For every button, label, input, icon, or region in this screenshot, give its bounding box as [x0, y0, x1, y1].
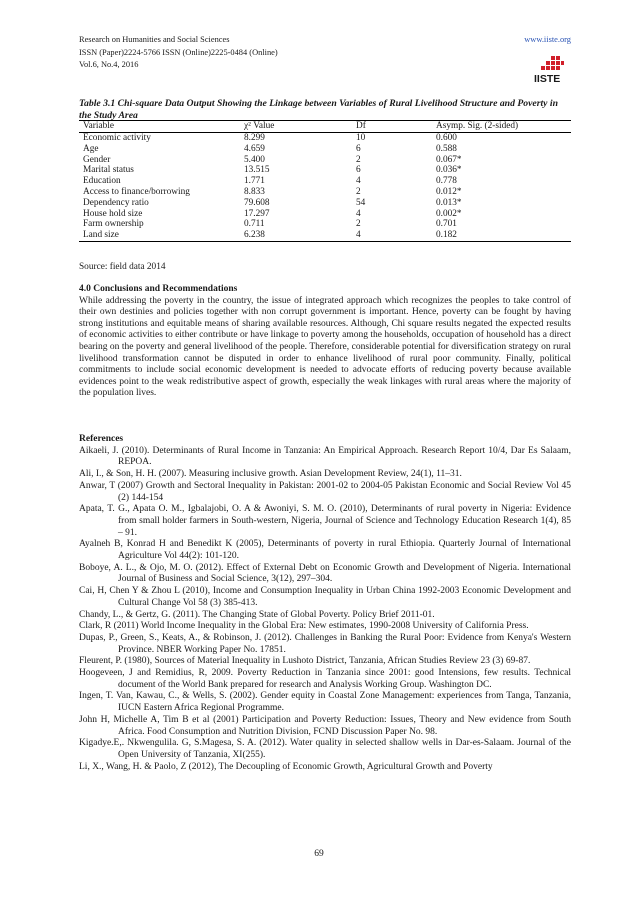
cell-significance: 0.012* — [436, 186, 462, 197]
table-header-row — [79, 121, 571, 133]
cell-df: 2 — [356, 154, 361, 165]
cell-significance: 0.588 — [436, 143, 457, 154]
reference-item: Apata, T. G., Apata O. M., Igbalajobi, O. A & Awoniyi, S. M. O. (2010), Determinants of rural poverty in Nigeria: Evidence from small holder farmers in South-western, Nigeria, Journal of Science and Technology Education Research 1(4), 85 – 91. — [79, 504, 571, 538]
reference-item: Li, X., Wang, H. & Paolo, Z (2012), The Decoupling of Economic Growth, Agricultural Growth and Poverty — [79, 761, 493, 772]
cell-significance: 0.182 — [432, 230, 571, 241]
cell-df: 54 — [356, 197, 366, 208]
col-header-df: Df — [352, 121, 432, 133]
cell-variable: Access to finance/borrowing — [83, 186, 190, 197]
reference-item: Hoogeveen, J and Remidius, R, 2009. Poverty Reduction in Tanzania since 2001: good Intensions, few results. Technical document of the World Bank prepared for research and Analysis Working Group. Washington DC. — [79, 668, 571, 690]
journal-volume: Vol.6, No.4, 2016 — [79, 60, 139, 70]
cell-variable: Education — [83, 176, 121, 187]
cell-df: 10 — [356, 133, 366, 143]
cell-chi-square: 1.771 — [244, 176, 265, 187]
reference-item: John H, Michelle A, Tim B et al (2001) Participation and Poverty Reduction: Issues, Theory and New evidence from South Africa. Food Consumption and Nutrition Division, FCND Discussion Paper No. 98. — [79, 714, 571, 737]
table-row — [79, 198, 571, 209]
reference-item: Ingen, T. Van, Kawau, C., & Wells, S. (2002). Gender equity in Coastal Zone Management: experiences from Tanga, Tanzania, IUCN Eastern Africa Regional Programme. — [79, 691, 571, 714]
journal-url-link[interactable]: www.iiste.org — [524, 35, 571, 44]
table-row — [79, 133, 571, 144]
logo-wordmark: IISTE — [534, 73, 561, 85]
references-section — [79, 434, 571, 773]
cell-variable: House hold size — [83, 208, 143, 219]
cell-significance: 0.013* — [436, 197, 462, 208]
cell-chi-square: 6.238 — [240, 230, 352, 241]
cell-chi-square: 17.297 — [244, 208, 270, 219]
cell-significance: 0.600 — [436, 133, 457, 143]
conclusions-section — [79, 284, 571, 400]
table-source-note: Source: field data 2014 — [79, 262, 166, 272]
table-row — [79, 155, 571, 166]
reference-item: Cai, H, Chen Y & Zhou L (2010), Income and Consumption Inequality in Urban China 1992-2003 Economic Development and Cultural Change Vol 58 (3) 385-413. — [79, 586, 571, 608]
cell-significance: 0.036* — [436, 165, 462, 176]
reference-item: Kigadye.E,. Nkwengulila. G, S.Magesa, S. A. (2012). Water quality in selected shallow wells in Dar-es-Salaam. Journal of the Open University of Tanzania, XI(255). — [79, 738, 571, 760]
reference-item: Ayalneh B, Konrad H and Benedikt K (2005), Determinants of poverty in rural Ethiopia. Quarterly Journal of International Agriculture Vol 44(2): 101-120. — [79, 539, 571, 562]
table-row — [79, 176, 571, 187]
cell-chi-square: 8.299 — [244, 133, 265, 143]
page-header — [79, 34, 571, 72]
cell-df: 6 — [356, 165, 361, 176]
cell-variable: Age — [83, 143, 99, 154]
cell-significance: 0.778 — [436, 176, 457, 187]
cell-chi-square: 5.400 — [244, 154, 265, 165]
reference-item: Fleurent, P. (1980), Sources of Material Inequality in Lushoto District, Tanzania, African Studies Review 23 (3) 69-87. — [79, 656, 531, 667]
cell-df: 4 — [356, 176, 361, 187]
cell-df: 6 — [356, 143, 361, 154]
cell-variable: Marital status — [83, 165, 134, 176]
journal-name: Research on Humanities and Social Sciences — [79, 35, 230, 44]
cell-variable: Dependency ratio — [83, 197, 149, 208]
references-heading: References — [79, 434, 124, 444]
journal-issn: ISSN (Paper)2224-5766 ISSN (Online)2225-0484 (Online) — [79, 47, 278, 57]
cell-chi-square: 0.711 — [244, 219, 265, 230]
col-header-significance: Asymp. Sig. (2-sided) — [432, 121, 571, 133]
cell-significance: 0.701 — [436, 219, 457, 230]
reference-item: Boboye, A. L., & Ojo, M. O. (2012). Effect of External Debt on Economic Growth and Development of Nigeria. International Journal of Business and Social Science, 3(12), 297–304. — [79, 562, 571, 585]
iiste-logo — [533, 55, 565, 85]
reference-item: Dupas, P., Green, S., Keats, A., & Robinson, J. (2012). Challenges in Banking the Rural Poor: Evidence from Kenya's Western Province. NBER Working Paper No. 17851. — [79, 632, 571, 655]
cell-chi-square: 4.659 — [244, 143, 265, 154]
table-row — [79, 187, 571, 198]
cell-significance: 0.002* — [436, 208, 462, 219]
cell-variable: Gender — [83, 154, 111, 165]
table-row — [79, 144, 571, 155]
cell-df: 2 — [356, 219, 361, 230]
cell-chi-square: 13.515 — [244, 165, 270, 176]
reference-item: Chandy, L., & Gertz, G. (2011). The Changing State of Global Poverty. Policy Brief 2011-01. — [79, 609, 435, 620]
table-row — [79, 209, 571, 220]
cell-df: 4 — [356, 208, 361, 219]
cell-significance: 0.067* — [436, 154, 462, 165]
col-header-chi-square: χ² Value — [240, 121, 352, 133]
conclusions-paragraph: While addressing the poverty in the country, the issue of integrated approach which recognizes the peoples to take control of their own destinies and policies together with non corrupt government is important. Hence, poverty can be fought by having strong institutions and equitable means of sharing available resources. Although, Chi square results negated the expected results of economic activities to either contribute or have linkage to poverty among the households, occupation of household has a direct bearing on the poverty and general livelihood of the people. Therefore, considerable potential for diversification strategy on rural livelihood transformation cannot be disputed in order to enhance livelihood of rural poor community. Finally, political commitments to include social economic development is needed to advocate efforts of reducing poverty because available evidences point to the weak redistributive aspect of growth, especially the weak linkages with rural areas where the majority of the population lives. — [79, 295, 571, 399]
cell-variable: Land size — [79, 230, 240, 241]
chi-square-table — [79, 120, 571, 242]
reference-item: Ali, I., & Son, H. H. (2007). Measuring inclusive growth. Asian Development Review, 24(1), 11–31. — [79, 469, 462, 480]
cell-variable: Economic activity — [83, 133, 151, 143]
cell-chi-square: 79.608 — [244, 197, 270, 208]
conclusions-heading: 4.0 Conclusions and Recommendations — [79, 284, 238, 294]
cell-variable: Farm ownership — [83, 219, 144, 230]
cell-chi-square: 8.833 — [244, 186, 265, 197]
table-row — [79, 165, 571, 176]
col-header-variable: Variable — [79, 121, 240, 133]
reference-item: Clark, R (2011) World Income Inequality in the Global Era: New estimates, 1990-2008 University of California Press. — [79, 621, 529, 632]
cell-df: 2 — [356, 186, 361, 197]
table-caption: Table 3.1 Chi-square Data Output Showing the Linkage between Variables of Rural Livelihood Structure and Poverty in the Study Area — [79, 98, 558, 121]
table-row — [79, 219, 571, 230]
cell-df: 4 — [352, 230, 432, 241]
table-row — [79, 230, 571, 241]
page-number: 69 — [314, 849, 324, 859]
reference-item: Aikaeli, J. (2010). Determinants of Rural Income in Tanzania: An Empirical Approach. Research Report 10/4, Dar Es Salaam, REPOA. — [79, 445, 571, 468]
reference-item: Anwar, T (2007) Growth and Sectoral Inequality in Pakistan: 2001-02 to 2004-05 Pakistan Economic and Social Review Vol 45 (2) 144-154 — [79, 480, 571, 503]
